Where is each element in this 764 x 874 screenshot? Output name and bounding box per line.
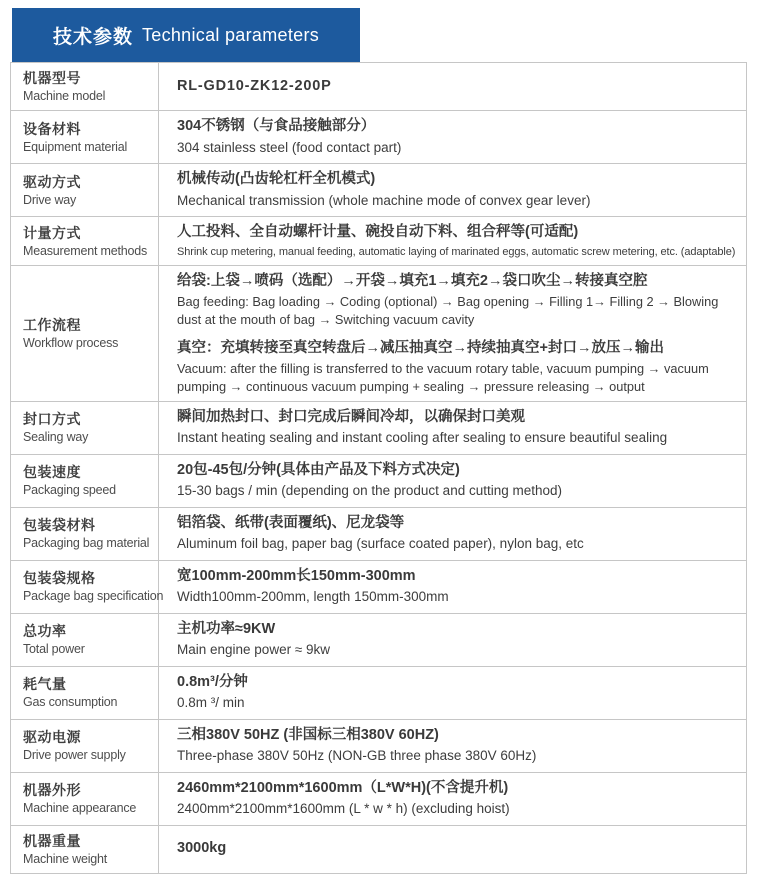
param-label-en: Equipment material — [23, 139, 128, 154]
param-value-line: 2460mm*2100mm*1600mm（L*W*H)(不含提升机) — [177, 779, 509, 796]
table-row — [11, 454, 747, 507]
table-row — [11, 560, 747, 613]
param-value-line: Instant heating sealing and instant cooling after sealing to ensure beautiful sealing — [177, 430, 668, 446]
param-label-en: Packaging bag material — [23, 536, 150, 551]
param-value-line: 0.8m ³/ min — [177, 695, 245, 711]
param-label-cell — [11, 719, 159, 772]
param-value-line: Main engine power ≈ 9kw — [177, 642, 330, 658]
param-label-en: Packaging speed — [23, 483, 116, 498]
param-value-line: 304 stainless steel (food contact part) — [177, 139, 402, 155]
param-value-line: 20包-45包/分钟(具体由产品及下料方式决定) — [177, 461, 460, 478]
param-value-line: 瞬间加热封口、封口完成后瞬间冷却，以确保封口美观 — [177, 408, 525, 425]
table-row — [11, 613, 747, 666]
param-label-cell — [11, 507, 159, 560]
param-label-cell — [11, 560, 164, 613]
param-label-zh: 机器型号 — [23, 70, 81, 86]
param-value-cell — [159, 63, 747, 111]
param-label-zh: 包装袋规格 — [23, 569, 96, 586]
table-row — [11, 772, 747, 825]
param-label-cell — [11, 454, 159, 507]
param-value-line: 主机功率≈9KW — [177, 620, 276, 637]
param-label-cell — [11, 772, 159, 825]
param-label-zh: 机器外形 — [23, 781, 81, 798]
param-label-zh: 耗气量 — [23, 675, 67, 692]
param-label-cell — [11, 63, 159, 111]
table-row — [11, 666, 747, 719]
param-label-en: Total power — [23, 642, 85, 657]
param-value-line: Three-phase 380V 50Hz (NON-GB three phase 380V 60Hz) — [177, 748, 537, 764]
parameters-table — [10, 62, 747, 874]
param-value-cell — [159, 825, 747, 873]
page-title-banner — [12, 8, 360, 62]
param-value-cell — [159, 266, 747, 401]
param-label-en: Sealing way — [23, 430, 89, 445]
param-label-cell — [11, 666, 159, 719]
param-label-zh: 封口方式 — [23, 410, 81, 427]
param-value-cell — [159, 401, 747, 454]
param-value-cell — [159, 613, 747, 666]
param-value-line: Mechanical transmission (whole machine mode of convex gear lever) — [177, 192, 591, 208]
param-value-line: Width100mm-200mm, length 150mm-300mm — [177, 589, 449, 605]
param-label-en: Measurement methods — [23, 244, 148, 258]
param-label-en: Package bag specification — [23, 589, 164, 604]
param-value-line: Vacuum: after the filling is transferred to the vacuum rotary table, vacuum pumping → vacuum pumping → continuous vacuum pumping + sealing → pressure releasing → output — [177, 360, 709, 394]
param-value-line: 铝箔袋、纸带(表面覆纸)、尼龙袋等 — [177, 514, 405, 531]
param-value-line: 真空：充填转接至真空转盘后→减压抽真空→持续抽真空+封口→放压→输出 — [177, 339, 664, 356]
param-value-line: 3000kg — [177, 840, 227, 857]
param-value-line: Shrink cup metering, manual feeding, automatic laying of marinated eggs, automatic screw metering, etc. (adaptable) — [177, 245, 736, 258]
param-label-cell — [11, 217, 159, 266]
table-row — [11, 719, 747, 772]
param-label-cell — [11, 401, 159, 454]
table-row — [11, 825, 747, 873]
param-label-zh: 机器重量 — [23, 832, 81, 849]
table-row — [11, 217, 747, 266]
param-value-cell — [159, 772, 747, 825]
param-value-line: Aluminum foil bag, paper bag (surface coated paper), nylon bag, etc — [177, 536, 584, 552]
param-value-cell — [159, 217, 747, 266]
param-label-en: Machine model — [23, 89, 106, 104]
param-label-zh: 驱动方式 — [23, 173, 81, 190]
param-label-en: Machine weight — [23, 851, 108, 866]
table-row — [11, 63, 747, 111]
param-label-zh: 设备材料 — [23, 120, 81, 137]
param-value-cell — [159, 164, 747, 217]
param-label-zh: 包装袋材料 — [23, 516, 96, 533]
param-value-cell — [159, 719, 747, 772]
param-value-line: 三相380V 50HZ (非国标三相380V 60HZ) — [177, 726, 439, 743]
param-label-cell — [11, 164, 159, 217]
param-label-cell — [11, 613, 159, 666]
param-value-cell — [159, 560, 747, 613]
param-value-cell — [159, 111, 747, 164]
page-title-en: Technical parameters — [141, 24, 320, 45]
param-label-en: Machine appearance — [23, 801, 137, 816]
param-value-cell — [159, 454, 747, 507]
param-value-line: RL-GD10-ZK12-200P — [177, 77, 332, 94]
param-label-en: Drive way — [23, 192, 77, 207]
param-label-en: Drive power supply — [23, 748, 126, 763]
param-value-line: 机械传动(凸齿轮杠杆全机模式) — [177, 171, 376, 188]
param-label-cell — [11, 266, 159, 401]
param-label-zh: 计量方式 — [23, 224, 81, 241]
param-value-line: 304不锈钢（与食品接触部分） — [177, 118, 376, 135]
param-label-cell — [11, 111, 159, 164]
param-value-line: 给袋:上袋→喷码（选配）→开袋→填充1→填充2→袋口吹尘→转接真空腔 — [177, 273, 648, 290]
table-row — [11, 266, 747, 401]
param-value-cell — [159, 666, 747, 719]
page-title-zh: 技术参数 — [52, 26, 133, 48]
table-row — [11, 111, 747, 164]
param-value-line: 2400mm*2100mm*1600mm (L * w * h) (excluding hoist) — [177, 801, 510, 817]
param-value-cell — [159, 507, 747, 560]
param-label-zh: 驱动电源 — [23, 728, 81, 745]
param-label-en: Gas consumption — [23, 695, 118, 710]
param-label-zh: 总功率 — [23, 622, 67, 639]
param-label-en: Workflow process — [23, 336, 119, 351]
table-row — [11, 164, 747, 217]
param-label-cell — [11, 825, 159, 873]
parameters-table-body — [11, 63, 747, 874]
param-value-line: 0.8m³/分钟 — [177, 673, 248, 690]
param-value-line: 人工投料、全自动螺杆计量、碗投自动下料、组合秤等(可适配) — [177, 224, 579, 241]
param-value-line: 15-30 bags / min (depending on the product and cutting method) — [177, 483, 563, 499]
table-row — [11, 507, 747, 560]
param-value-line: Bag feeding: Bag loading → Coding (optional) → Bag opening → Filling 1→ Filling 2 → Blowing dust at the mouth of bag → Switching vacuum cavity — [177, 294, 719, 328]
param-label-zh: 包装速度 — [23, 463, 81, 480]
param-label-zh: 工作流程 — [23, 316, 81, 333]
table-row — [11, 401, 747, 454]
param-value-line: 宽100mm-200mm长150mm-300mm — [177, 567, 416, 584]
